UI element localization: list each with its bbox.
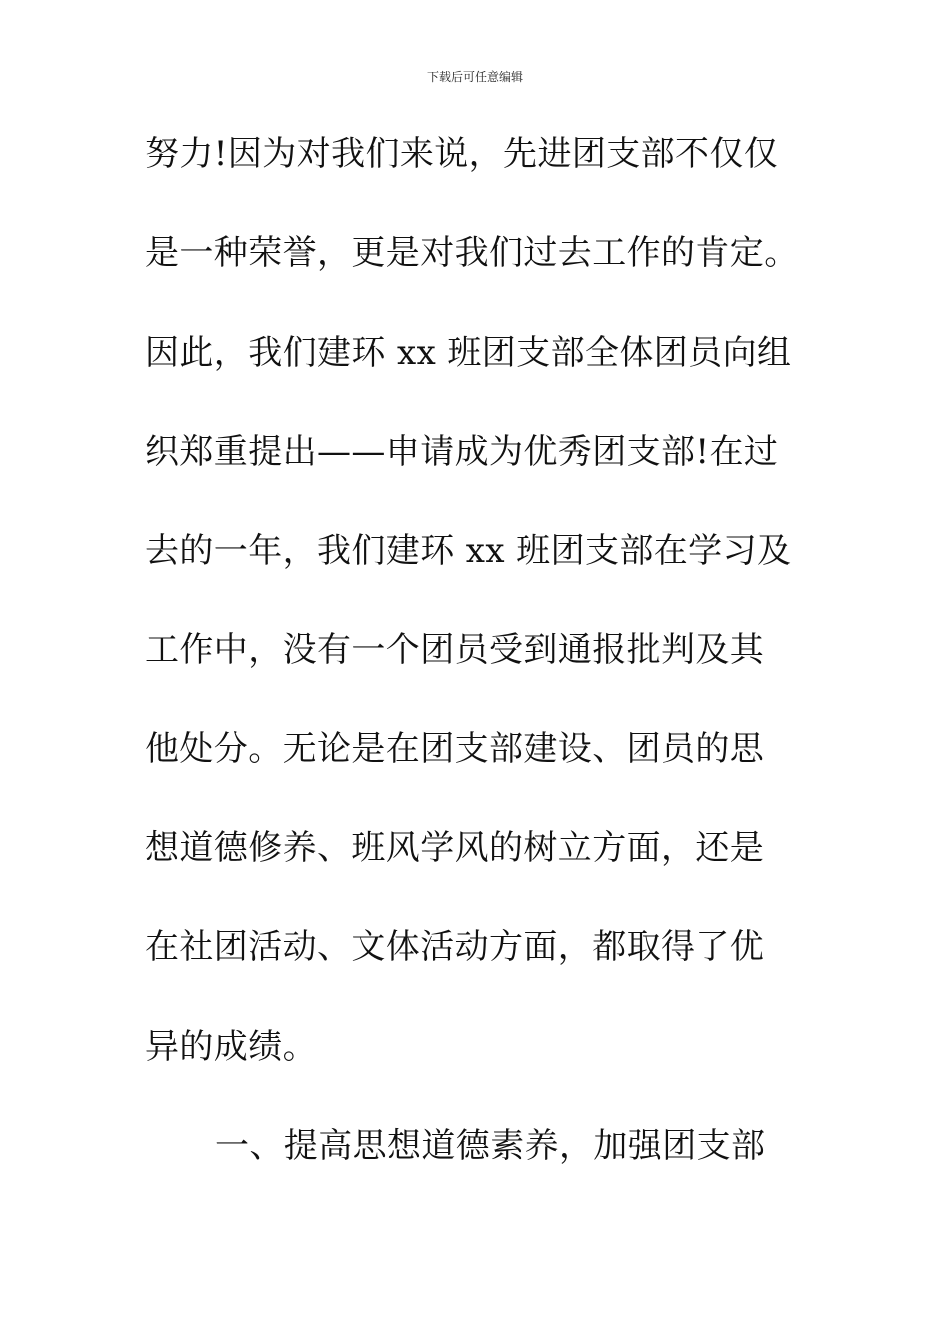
body-line: 他处分。无论是在团支部建设、团员的思 — [145, 729, 765, 769]
body-line: 织郑重提出——申请成为优秀团支部!在过 — [145, 432, 779, 472]
body-line: 因此，我们建环 xx 班团支部全体团员向组 — [145, 333, 792, 373]
header-note: 下载后可任意编辑 — [426, 70, 523, 84]
body-line: 想道德修养、班风学风的树立方面，还是 — [145, 828, 765, 868]
section-heading: 一、提高思想道德素养，加强团支部 — [215, 1126, 766, 1166]
body-line: 工作中，没有一个团员受到通报批判及其 — [145, 630, 765, 670]
body-line: 在社团活动、文体活动方面，都取得了优 — [145, 927, 765, 967]
body-line: 是一种荣誉，更是对我们过去工作的肯定。 — [145, 233, 799, 273]
body-line: 努力!因为对我们来说，先进团支部不仅仅 — [145, 134, 779, 174]
body-line: 去的一年，我们建环 xx 班团支部在学习及 — [145, 531, 792, 571]
body-line: 异的成绩。 — [145, 1027, 317, 1067]
